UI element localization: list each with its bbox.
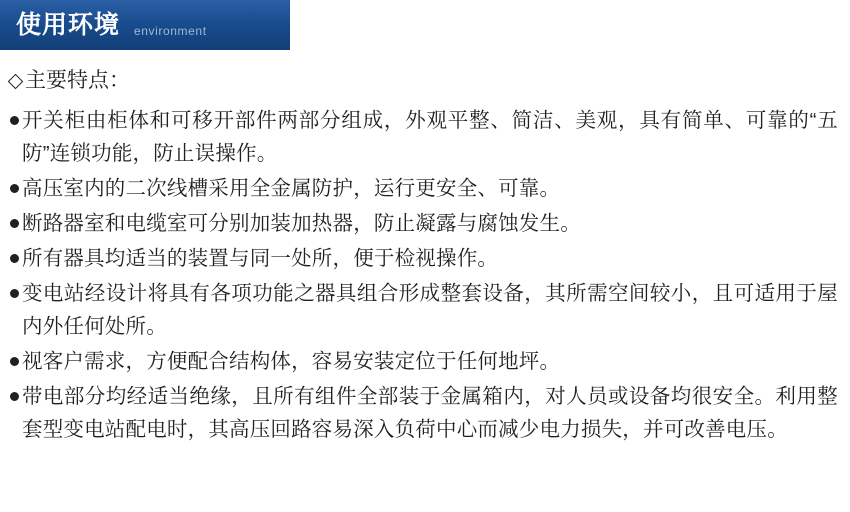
diamond-outline-icon	[8, 74, 24, 90]
filled-circle-bullet-icon	[10, 392, 19, 401]
header-title-en: environment	[134, 24, 207, 38]
filled-circle-bullet-icon	[10, 254, 19, 263]
list-item-text: 视客户需求，方便配合结构体，容易安装定位于任何地坪。	[22, 350, 561, 373]
filled-circle-bullet-icon	[10, 219, 19, 228]
feature-list	[8, 104, 838, 446]
list-item-text: 断路器室和电缆室可分别加装加热器，防止凝露与腐蚀发生。	[22, 212, 581, 235]
list-item-text: 带电部分均经适当绝缘，且所有组件全部装于金属箱内，对人员或设备均很安全。利用整套型变电站配电时，其高压回路容易深入负荷中心而减少电力损失，并可改善电压。	[22, 385, 838, 441]
list-item	[8, 277, 838, 343]
list-item	[8, 172, 838, 205]
section-heading	[10, 66, 838, 96]
list-item	[8, 380, 838, 446]
section-heading-label: 主要特点：	[25, 69, 130, 92]
list-item	[8, 104, 838, 170]
filled-circle-bullet-icon	[10, 357, 19, 366]
list-item-text: 高压室内的二次线槽采用全金属防护，运行更安全、可靠。	[22, 177, 561, 200]
list-item-text: 变电站经设计将具有各项功能之器具组合形成整套设备，其所需空间较小，且可适用于屋内外任何处所。	[22, 282, 838, 338]
document-body	[0, 50, 850, 446]
page-header	[0, 0, 850, 50]
filled-circle-bullet-icon	[10, 184, 19, 193]
list-item	[8, 207, 838, 240]
list-item	[8, 242, 838, 275]
filled-circle-bullet-icon	[10, 289, 19, 298]
list-item	[8, 345, 838, 378]
header-title-cn: 使用环境	[16, 11, 121, 39]
list-item-text: 所有器具均适当的装置与同一处所，便于检视操作。	[22, 247, 499, 270]
filled-circle-bullet-icon	[10, 116, 19, 125]
list-item-text: 开关柜由柜体和可移开部件两部分组成，外观平整、简洁、美观，具有简单、可靠的“五防”连锁功能，防止误操作。	[22, 109, 838, 165]
